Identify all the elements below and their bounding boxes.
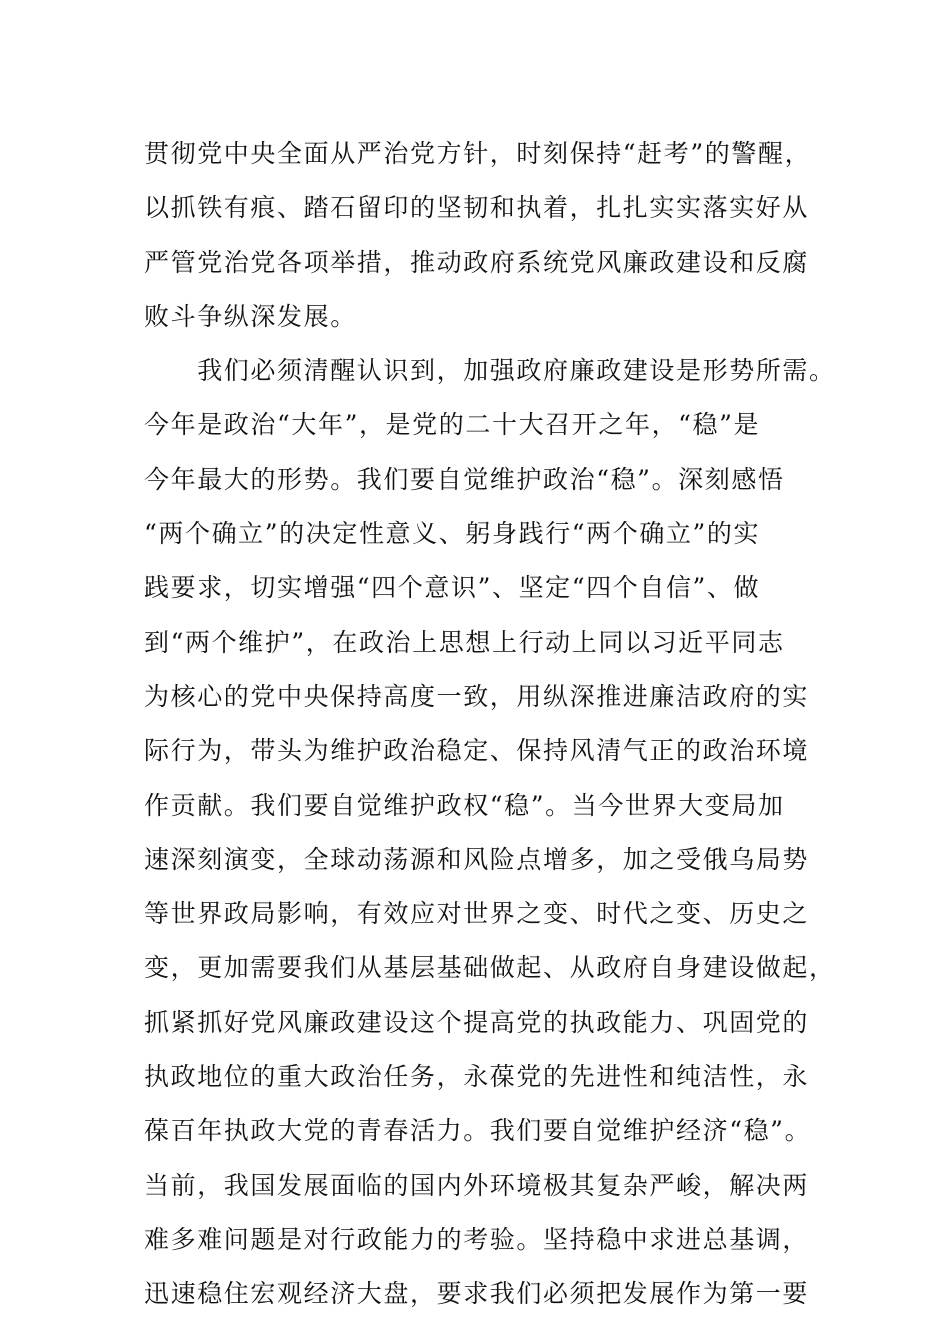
text-line: 抓紧抓好党风廉政建设这个提高党的执政能力、巩固党的: [144, 1007, 810, 1037]
text-line: 为核心的党中央保持高度一致，用纵深推进廉洁政府的实: [144, 681, 810, 711]
text-line: 等世界政局影响，有效应对世界之变、时代之变、历史之: [144, 899, 810, 929]
text-line: 败斗争纵深发展。: [144, 301, 357, 331]
text-line: 今年最大的形势。我们要自觉维护政治“稳”。深刻感悟: [144, 464, 785, 494]
text-line: 难多难问题是对行政能力的考验。坚持稳中求进总基调，: [144, 1224, 810, 1254]
text-line: 变，更加需要我们从基层基础做起、从政府自身建设做起，: [144, 953, 836, 983]
text-line: 迅速稳住宏观经济大盘，要求我们必须把发展作为第一要: [144, 1279, 810, 1309]
text-line: 到“两个维护”，在政治上思想上行动上同以习近平同志: [144, 627, 785, 657]
text-line: 际行为，带头为维护政治稳定、保持风清气正的政治环境: [144, 736, 810, 766]
text-line: 速深刻演变，全球动荡源和风险点增多，加之受俄乌局势: [144, 844, 810, 874]
text-line: 执政地位的重大政治任务，永葆党的先进性和纯洁性，永: [144, 1062, 810, 1092]
text-line: 贯彻党中央全面从严治党方针，时刻保持“赶考”的警醒，: [144, 139, 812, 168]
text-line: 严管党治党各项举措，推动政府系统党风廉政建设和反腐: [144, 247, 810, 277]
text-line: 葆百年执政大党的青春活力。我们要自觉维护经济“稳”。: [144, 1116, 812, 1146]
text-line: 当前，我国发展面临的国内外环境极其复杂严峻，解决两: [144, 1170, 810, 1200]
text-line: 以抓铁有痕、踏石留印的坚韧和执着，扎扎实实落实好从: [144, 193, 810, 223]
paragraph-start-line: 我们必须清醒认识到，加强政府廉政建设是形势所需。: [144, 356, 836, 386]
text-line: 今年是政治“大年”，是党的二十大召开之年，“稳”是: [144, 410, 761, 440]
body-text: [144, 127, 836, 1322]
text-line: 践要求，切实增强“四个意识”、坚定“四个自信”、做: [144, 573, 761, 603]
text-line: “两个确立”的决定性意义、躬身践行“两个确立”的实: [144, 519, 761, 549]
text-line: 作贡献。我们要自觉维护政权“稳”。当今世界大变局加: [144, 790, 785, 820]
